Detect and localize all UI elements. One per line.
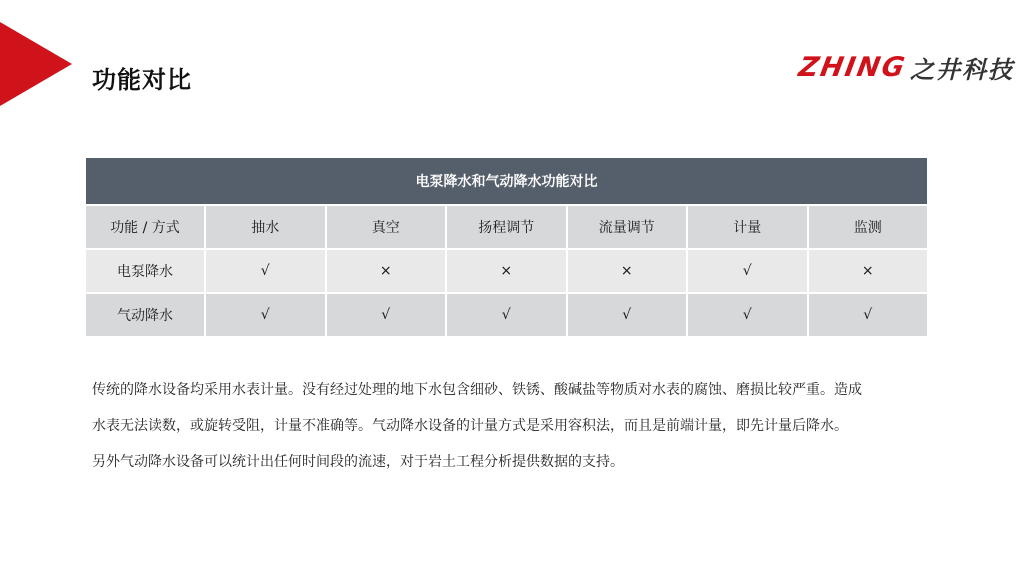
paragraph-line: 传统的降水设备均采用水表计量。没有经过处理的地下水包含细砂、铁锈、酸碱盐等物质对水表的腐蚀、磨损比较严重。造成 — [92, 382, 862, 398]
table-caption: 电泵降水和气动降水功能对比 — [85, 157, 928, 205]
comparison-table — [84, 156, 929, 338]
table-cell: √ — [687, 249, 808, 293]
table-cell: × — [567, 249, 688, 293]
table-cell: √ — [446, 293, 567, 337]
table-row — [85, 249, 928, 293]
paragraph-line: 另外气动降水设备可以统计出任何时间段的流速，对于岩土工程分析提供数据的支持。 — [92, 454, 624, 470]
row-label: 电泵降水 — [85, 249, 205, 293]
corner-accent-triangle — [0, 22, 72, 106]
table-cell: √ — [687, 293, 808, 337]
page-title: 功能对比 — [92, 66, 192, 94]
table-cell: √ — [567, 293, 688, 337]
description-paragraph — [92, 372, 932, 480]
table-header-row — [85, 205, 928, 249]
table-cell: × — [808, 249, 929, 293]
table-cell: √ — [205, 293, 326, 337]
logo-wordmark: ZHING — [796, 51, 909, 83]
column-header: 计量 — [687, 205, 808, 249]
column-header: 扬程调节 — [446, 205, 567, 249]
table-cell: √ — [205, 249, 326, 293]
table-row — [85, 293, 928, 337]
column-header: 监测 — [808, 205, 929, 249]
column-header: 功能 / 方式 — [85, 205, 205, 249]
paragraph-line: 水表无法读数，或旋转受阻，计量不准确等。气动降水设备的计量方式是采用容积法，而且是前端计量，即先计量后降水。 — [92, 418, 848, 434]
column-header: 流量调节 — [567, 205, 688, 249]
logo-chinese-name: 之井科技 — [910, 55, 1014, 84]
column-header: 真空 — [326, 205, 447, 249]
table-cell: × — [446, 249, 567, 293]
table-cell: √ — [326, 293, 447, 337]
table-cell: × — [326, 249, 447, 293]
table-cell: √ — [808, 293, 929, 337]
company-logo — [796, 50, 1014, 84]
column-header: 抽水 — [205, 205, 326, 249]
row-label: 气动降水 — [85, 293, 205, 337]
